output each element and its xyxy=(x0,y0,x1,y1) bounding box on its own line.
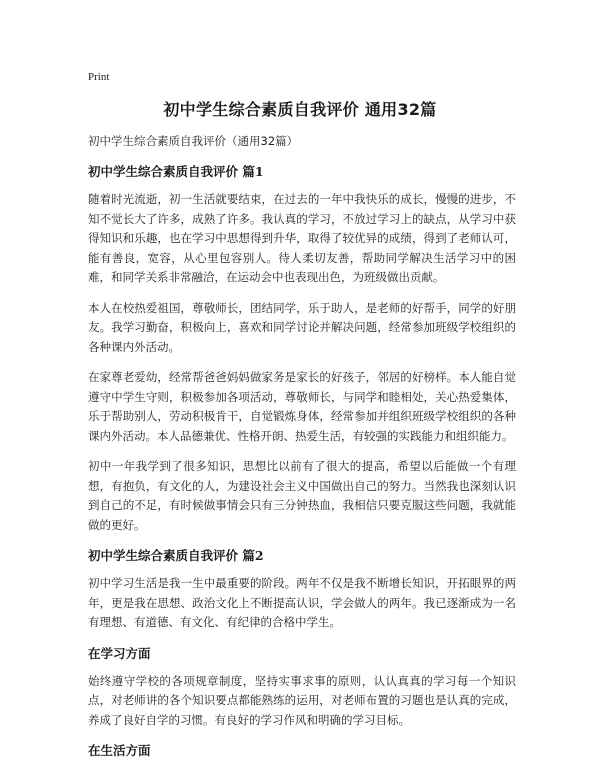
paragraph: 初中学习生活是我一生中最重要的阶段。两年不仅是我不断增长知识，开拓眼界的两年，更是我在思想、政治文化上不断提高认识，学会做人的两年。我已逐渐成为一名有理想、有道德、有文化、有纪律的合格中学生。 xyxy=(88,576,516,629)
print-link[interactable]: Print xyxy=(88,71,110,83)
paragraph: 本人在校热爱祖国，尊敬师长，团结同学，乐于助人，是老师的好帮手，同学的好朋友。我学习勤奋，积极向上，喜欢和同学讨论并解决问题，经常参加班级学校组织的各种课内外活动。 xyxy=(88,300,516,354)
section-heading-life: 在生活方面 xyxy=(88,743,151,758)
document-subtitle: 初中学生综合素质自我评价（通用32篇） xyxy=(88,134,299,148)
document-title: 初中学生综合素质自我评价 通用32篇 xyxy=(163,100,437,119)
paragraph: 始终遵守学校的各项规章制度，坚持实事求事的原则，认认真真的学习每一个知识点，对老师讲的各个知识要点都能熟练的运用，对老师布置的习题也是认真的完成，养成了良好自学的习惯。有良好的学习作风和明确的学习目标。 xyxy=(88,673,516,727)
paragraph: 随着时光流逝，初一生活就要结束，在过去的一年中我快乐的成长，慢慢的进步，不知不觉长大了许多，成熟了许多。我认真的学习，不放过学习上的缺点，从学习中获得知识和乐趣，也在学习中思想得到升华，取得了较优异的成绩，得到了老师认可，能有善良，宽容，从心里包容别人。待人柔切友善，帮助同学解决生活学习中的困难，和同学关系非常融洽，在运动会中也表现出色，为班级做出贡献。 xyxy=(88,192,516,284)
section-heading-1: 初中学生综合素质自我评价 篇1 xyxy=(88,164,264,179)
paragraph: 在家尊老爱幼，经常帮爸爸妈妈做家务是家长的好孩子，邻居的好榜样。本人能自觉遵守中学生守则，积极参加各项活动，尊敬师长，与同学和睦相处，关心热爱集体，乐于帮助别人，劳动积极肯干，自觉锻炼身体，经常参加并组织班级学校组织的各种课内外活动。本人品德兼优、性格开朗、热爱生活，有较强的实践能力和组织能力。 xyxy=(88,370,516,443)
section-heading-study: 在学习方面 xyxy=(88,645,151,661)
section-heading-2: 初中学生综合素质自我评价 篇2 xyxy=(88,548,264,563)
document-body xyxy=(88,133,516,769)
paragraph: 初中一年我学到了很多知识，思想比以前有了很大的提高，希望以后能做一个有理想，有抱负，有文化的人，为建设社会主义中国做出自己的努力。当然我也深刻认识到自己的不足，有时候做事情会只有三分钟热血，我相信只要克服这些问题，我就能做的更好。 xyxy=(88,459,516,532)
